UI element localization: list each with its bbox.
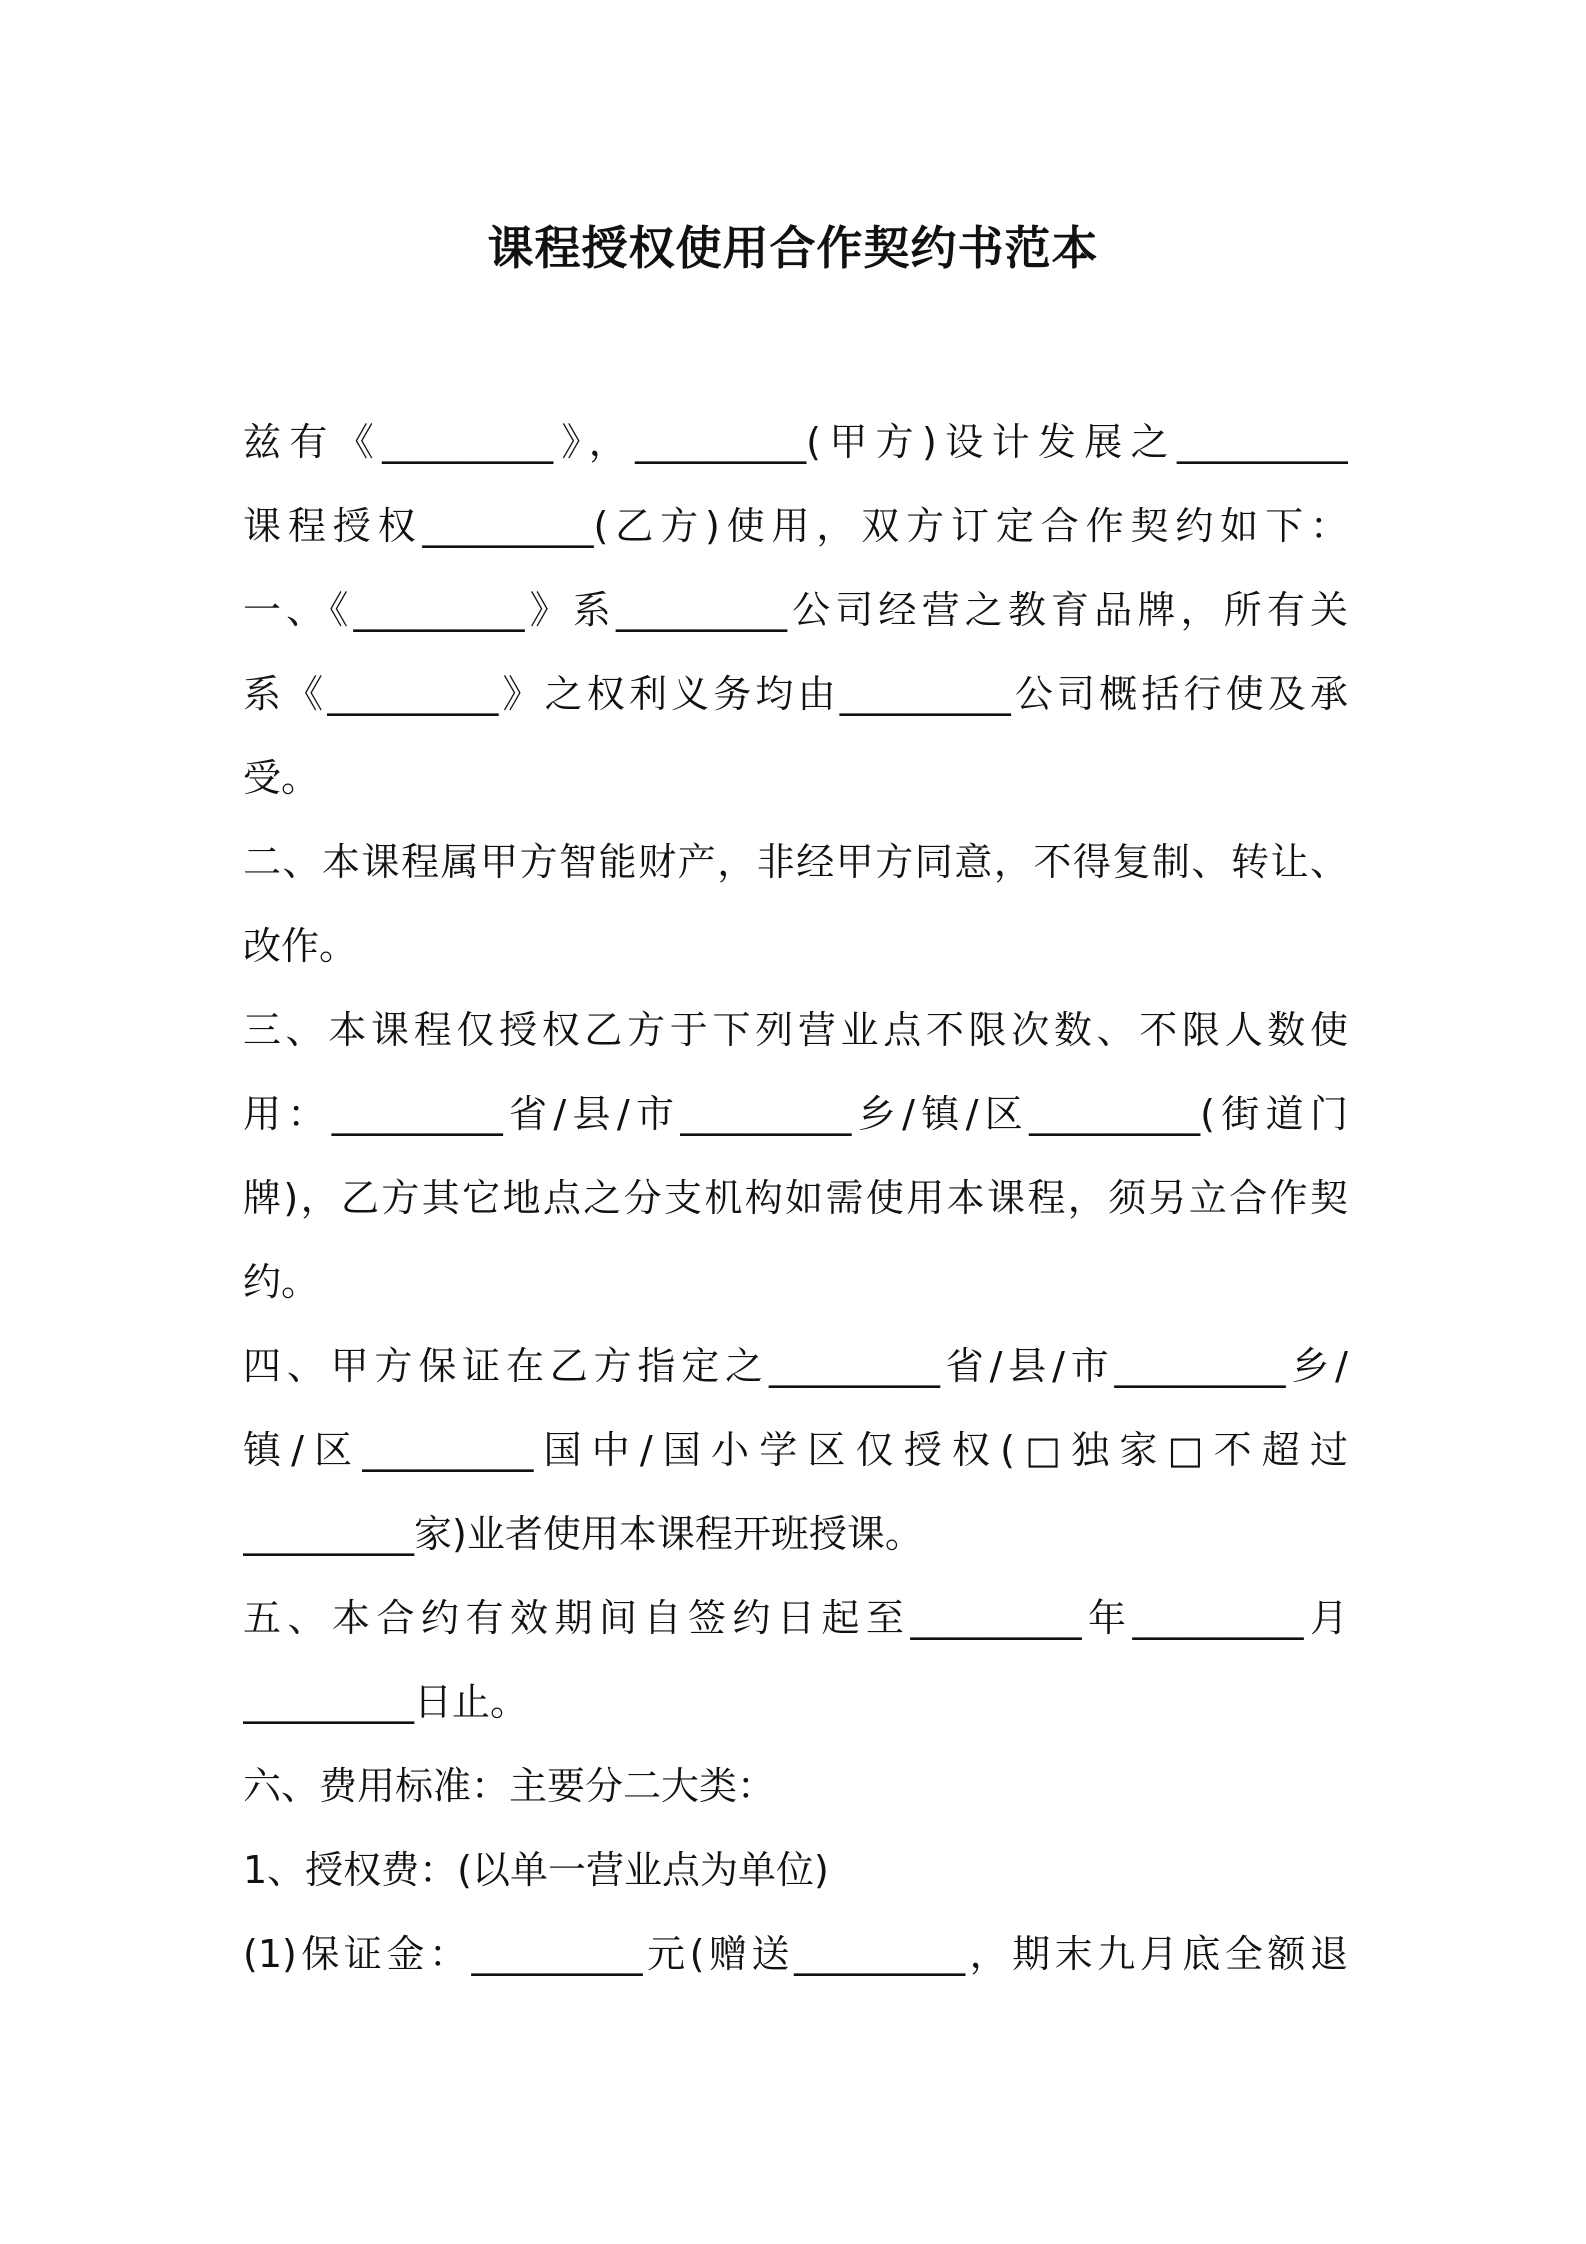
contract-line: 系《_________》之权利义务均由_________公司概括行使及承 — [243, 672, 1348, 716]
contract-line: 约。 — [243, 1260, 320, 1304]
contract-line: 课程授权_________(乙方)使用，双方订定合作契约如下： — [243, 504, 1348, 548]
contract-line: (1)保证金：_________元(赠送_________，期末九月底全额退 — [243, 1932, 1348, 1976]
contract-line: 二、本课程属甲方智能财产，非经甲方同意，不得复制、转让、 — [243, 840, 1348, 884]
contract-line: 兹有《_________》，_________(甲方)设计发展之_________ — [243, 420, 1348, 464]
document-title: 课程授权使用合作契约书范本 — [487, 221, 1099, 275]
contract-line: _________日止。 — [243, 1680, 529, 1724]
contract-line: _________家)业者使用本课程开班授课。 — [243, 1512, 923, 1556]
contract-line: 一、《_________》系_________公司经营之教育品牌，所有关 — [243, 588, 1348, 632]
contract-line: 用：_________省/县/市_________乡/镇/区_________(街道门 — [243, 1092, 1348, 1136]
contract-line: 四、甲方保证在乙方指定之_________省/县/市_________乡/ — [243, 1344, 1348, 1388]
contract-line: 牌)，乙方其它地点之分支机构如需使用本课程，须另立合作契 — [243, 1176, 1348, 1220]
contract-line: 六、费用标准：主要分二大类： — [243, 1764, 776, 1808]
contract-line: 改作。 — [243, 924, 358, 968]
contract-line: 三、本课程仅授权乙方于下列营业点不限次数、不限人数使 — [243, 1008, 1348, 1052]
contract-line: 五、本合约有效期间自签约日起至_________年_________月 — [243, 1596, 1348, 1640]
contract-line: 受。 — [243, 756, 320, 800]
contract-line: 1、授权费：(以单一营业点为单位) — [243, 1848, 829, 1892]
contract-line: 镇/区_________国中/国小学区仅授权(□独家□不超过 — [243, 1428, 1348, 1472]
contract-body — [243, 400, 1348, 1996]
